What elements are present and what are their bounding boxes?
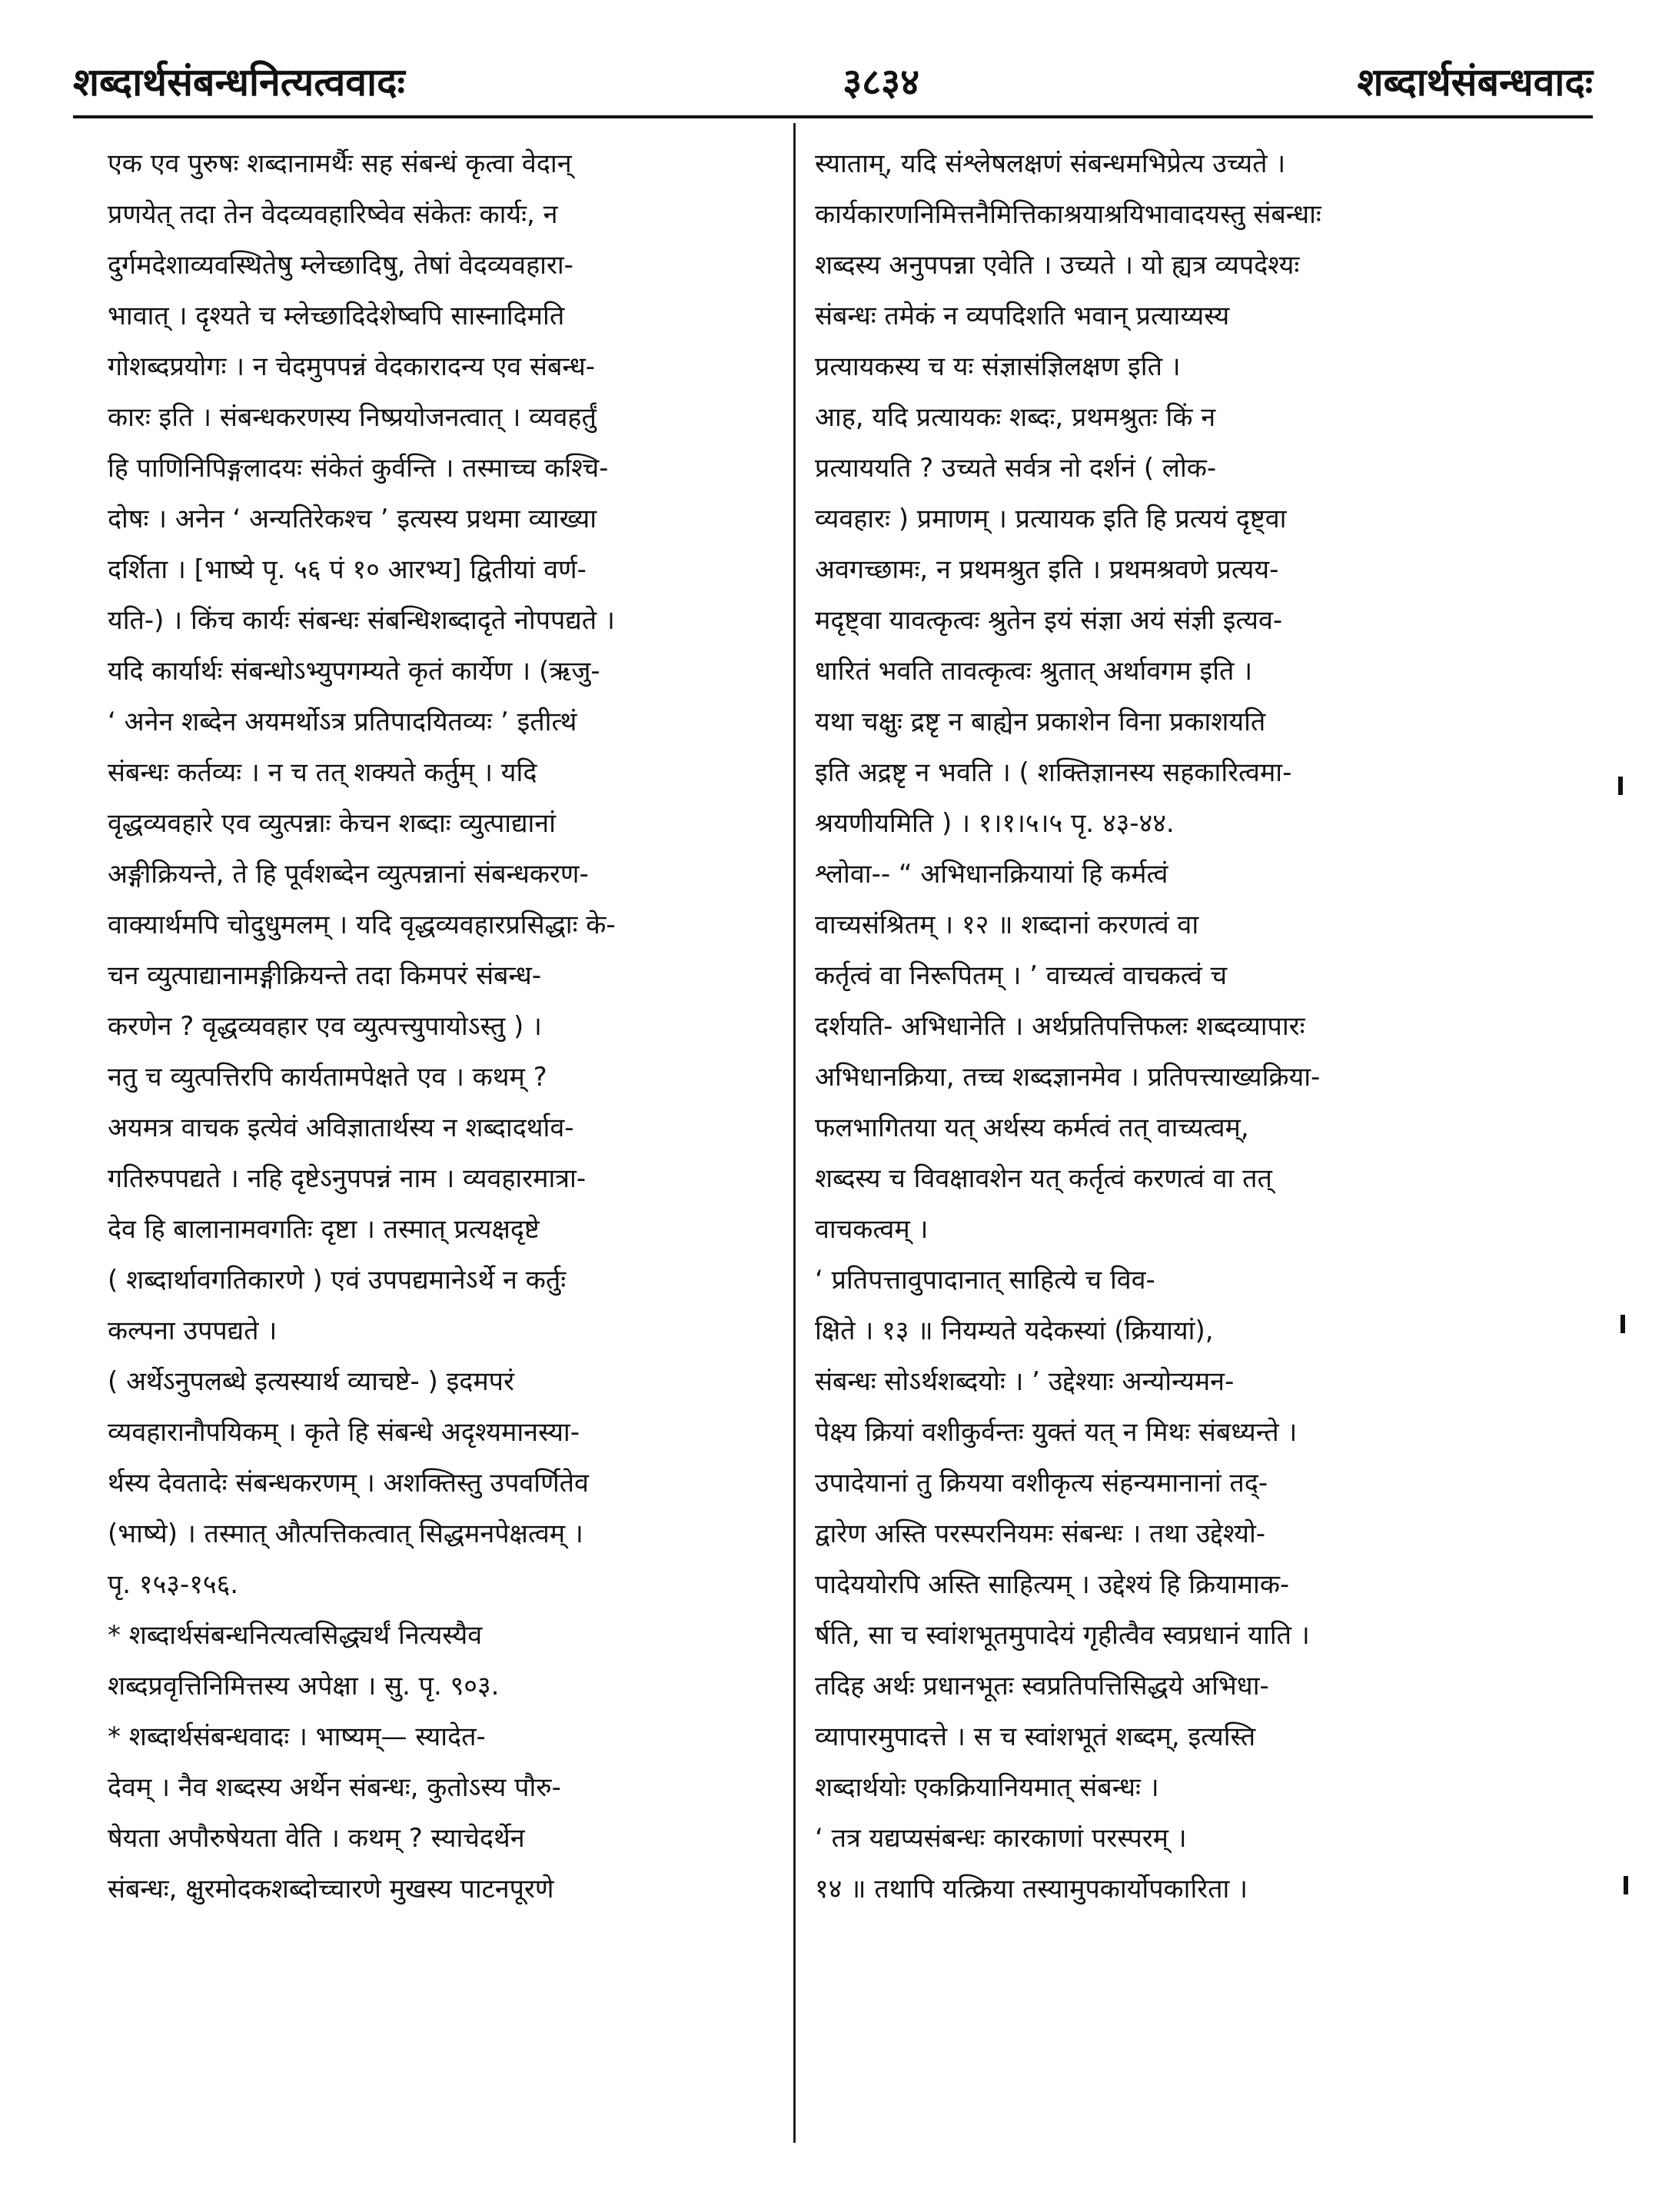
text-line: द्वारेण अस्ति परस्परनियमः संबन्धः । तथा उद्देश्यो- — [815, 1518, 1266, 1549]
text-line: शब्दार्थयोः एकक्रियानियमात् संबन्धः । — [815, 1772, 1159, 1803]
text-line: देव हि बालानामवगतिः दृष्टा । तस्मात् प्रत्यक्षदृष्टे — [108, 1214, 540, 1245]
text-line: पृ. १५३-१५६. — [108, 1569, 239, 1600]
text-line: देवम् । नैव शब्दस्य अर्थेन संबन्धः, कुतोऽस्य पौरु- — [108, 1772, 561, 1803]
text-line: क्षिते । १३ ॥ नियम्यते यदेकस्यां (क्रियायां), — [815, 1316, 1214, 1346]
text-line: षेयता अपौरुषेयता वेति । कथम् ? स्याचेदर्थेन — [108, 1823, 525, 1854]
right-column — [815, 138, 1476, 1914]
text-line: हि पाणिनिपिङ्गलादयः संकेतं कुर्वन्ति । तस्माच्च कश्चि- — [108, 453, 609, 484]
text-line: कारः इति । संबन्धकरणस्य निष्प्रयोजनत्वात् । व्यवहर्तुं — [108, 402, 597, 433]
text-line: अङ्गीक्रियन्ते, ते हि पूर्वशब्देन व्युत्पन्नानां संबन्धकरण- — [108, 859, 589, 890]
margin-mark — [1620, 1315, 1625, 1333]
text-line: ( शब्दार्थावगतिकारणे ) एवं उपपद्यमानेऽर्थे न कर्तुः — [108, 1265, 567, 1296]
text-line: प्रत्याययति ? उच्यते सर्वत्र नो दर्शनं ( लोक- — [815, 453, 1217, 484]
text-line: श्लोवा-- “ अभिधानक्रियायां हि कर्मत्वं — [815, 859, 1168, 890]
text-line: ‘ अनेन शब्देन अयमर्थोऽत्र प्रतिपादयितव्यः ’ इतीत्थं — [108, 707, 577, 737]
header-rule — [73, 115, 1593, 118]
text-line: यथा चक्षुः द्रष्टृ न बाह्येन प्रकाशेन विना प्रकाशयति — [815, 707, 1266, 737]
margin-mark — [1618, 777, 1623, 795]
text-line: व्यापारमुपादत्ते । स च स्वांशभूतं शब्दम्, इत्यस्ति — [815, 1721, 1256, 1752]
text-line: गोशब्दप्रयोगः । न चेदमुपपन्नं वेदकारादन्य एव संबन्ध- — [108, 351, 595, 382]
text-line: कर्तृत्वं वा निरूपितम् । ’ वाच्यत्वं वाचकत्वं च — [815, 960, 1228, 991]
text-line: संबन्धः, क्षुरमोदकशब्दोच्चारणे मुखस्य पाटनपूरणे — [108, 1874, 554, 1904]
text-line: इति अद्रष्टृ न भवति । ( शक्तिज्ञानस्य सहकारित्वमा- — [815, 757, 1292, 788]
text-line: पादेययोरपि अस्ति साहित्यम् । उद्देश्यं हि क्रियामाक- — [815, 1569, 1290, 1600]
text-line: फलभागितया यत् अर्थस्य कर्मत्वं तत् वाच्यत्वम्, — [815, 1113, 1249, 1143]
text-line: श्रयणीयमिति ) । १।१।५।५ पृ. ४३-४४. — [815, 808, 1175, 839]
text-line: (भाष्ये) । तस्मात् औत्पत्तिकत्वात् सिद्धमनपेक्षत्वम् । — [108, 1518, 583, 1549]
text-line: र्षति, सा च स्वांशभूतमुपादेयं गृहीत्वैव स्वप्रधानं याति । — [815, 1620, 1310, 1651]
text-line: शब्दस्य च विवक्षावशेन यत् कर्तृत्वं करणत्वं वा तत् — [815, 1163, 1272, 1194]
text-line: व्यवहारः ) प्रमाणम् । प्रत्यायक इति हि प्रत्ययं दृष्ट्वा — [815, 504, 1287, 534]
text-line: दुर्गमदेशाव्यवस्थितेषु म्लेच्छादिषु, तेषां वेदव्यवहारा- — [108, 250, 573, 281]
column-divider — [793, 123, 796, 2143]
text-line: वृद्धव्यवहारे एव व्युत्पन्नाः केचन शब्दाः व्युत्पाद्यानां — [108, 808, 556, 839]
text-line: ‘ प्रतिपत्तावुपादानात् साहित्ये च विव- — [815, 1265, 1155, 1296]
text-line: शब्दस्य अनुपपन्ना एवेति । उच्यते । यो ह्यत्र व्यपदेश्यः — [815, 250, 1300, 281]
text-line: वाच्यसंश्रितम् । १२ ॥ शब्दानां करणत्वं वा — [815, 910, 1199, 940]
header-left-title: शब्दार्थसंबन्धनित्यत्ववादः — [73, 60, 405, 105]
text-line: वाक्यार्थमपि चोदुधुमलम् । यदि वृद्धव्यवहारप्रसिद्धाः के- — [108, 910, 616, 940]
text-line: र्थस्य देवतादेः संबन्धकरणम् । अशक्तिस्तु उपवर्णितेव — [108, 1468, 589, 1499]
text-line: करणेन ? वृद्धव्यवहार एव व्युत्पत्त्युपायोऽस्तु ) । — [108, 1011, 542, 1042]
text-line: चन व्युत्पाद्यानामङ्गीक्रियन्ते तदा किमपरं संबन्ध- — [108, 960, 542, 991]
text-line: संबन्धः सोऽर्थशब्दयोः । ’ उद्देश्याः अन्योन्यमन- — [815, 1366, 1235, 1397]
header-right-title: शब्दार्थसंबन्धवादः — [1357, 60, 1593, 105]
text-line: कार्यकारणनिमित्तनैमित्तिकाश्रयाश्रयिभावादयस्तु संबन्धाः — [815, 199, 1321, 230]
text-line: दोषः । अनेन ‘ अन्यतिरेकश्च ’ इत्यस्य प्रथमा व्याख्या — [108, 504, 597, 534]
text-line: धारितं भवति तावत्कृत्वः श्रुतात् अर्थावगम इति । — [815, 656, 1253, 687]
text-line: अवगच्छामः, न प्रथमश्रुत इति । प्रथमश्रवणे प्रत्यय- — [815, 554, 1279, 585]
text-line: आह, यदि प्रत्यायकः शब्दः, प्रथमश्रुतः किं न — [815, 402, 1216, 433]
text-line: संबन्धः तमेकं न व्यपदिशति भवान् प्रत्याय्यस्य — [815, 301, 1230, 331]
text-line: गतिरुपपद्यते । नहि दृष्टेऽनुपपन्नं नाम । व्यवहारमात्रा- — [108, 1163, 587, 1194]
margin-mark — [1624, 1876, 1628, 1894]
text-line: यदि कार्यार्थः संबन्धोऽभ्युपगम्यते कृतं कार्येण । (ऋजु- — [108, 656, 600, 687]
text-line: उपादेयानां तु क्रियया वशीकृत्य संहन्यमानानां तद्- — [815, 1468, 1268, 1499]
text-line: नतु च व्युत्पत्तिरपि कार्यतामपेक्षते एव । कथम् ? — [108, 1062, 547, 1093]
text-line: ‘ तत्र यद्यप्यसंबन्धः कारकाणां परस्परम् । — [815, 1823, 1187, 1854]
text-line: भावात् । दृश्यते च म्लेच्छादिदेशेष्वपि सास्नादिमति — [108, 301, 565, 331]
text-line: अयमत्र वाचक इत्येवं अविज्ञातार्थस्य न शब्दादर्थाव- — [108, 1113, 574, 1143]
text-line: एक एव पुरुषः शब्दानामर्थैः सह संबन्धं कृत्वा वेदान् — [108, 148, 572, 179]
text-line: स्याताम्, यदि संश्लेषलक्षणं संबन्धमभिप्रेत्य उच्यते । — [815, 148, 1286, 179]
page-number: ३८३४ — [843, 60, 920, 104]
text-line: १४ ॥ तथापि यत्क्रिया तस्यामुपकार्योपकारिता । — [815, 1874, 1248, 1904]
text-line: वाचकत्वम् । — [815, 1214, 929, 1245]
text-line: ( अर्थेऽनुपलब्धे इत्यस्यार्थ व्याचष्टे- ) इदमपरं — [108, 1366, 514, 1397]
text-line: प्रत्यायकस्य च यः संज्ञासंज्ञिलक्षण इति । — [815, 351, 1181, 382]
text-line: व्यवहारानौपयिकम् । कृते हि संबन्धे अदृश्यमानस्या- — [108, 1417, 580, 1448]
text-line: * शब्दार्थसंबन्धवादः । भाष्यम्— स्यादेत- — [108, 1721, 486, 1752]
text-line: प्रणयेत् तदा तेन वेदव्यवहारिष्वेव संकेतः कार्यः, न — [108, 199, 558, 230]
text-line: मदृष्ट्वा यावत्कृत्वः श्रुतेन इयं संज्ञा अयं संज्ञी इत्यव- — [815, 605, 1283, 636]
text-line: संबन्धः कर्तव्यः । न च तत् शक्यते कर्तुम् । यदि — [108, 757, 537, 788]
text-line: पेक्ष्य क्रियां वशीकुर्वन्तः युक्तं यत् न मिथः संबध्यन्ते । — [815, 1417, 1298, 1448]
left-column — [108, 138, 784, 1914]
text-line: * शब्दार्थसंबन्धनित्यत्वसिद्ध्यर्थं नित्यस्यैव — [108, 1620, 483, 1651]
text-line: अभिधानक्रिया, तच्च शब्दज्ञानमेव । प्रतिपत्त्याख्यक्रिया- — [815, 1062, 1321, 1093]
text-line: दर्शिता । [भाष्ये पृ. ५६ पं १० आरभ्य] द्वितीयां वर्ण- — [108, 554, 587, 585]
text-line: यति-) । किंच कार्यः संबन्धः संबन्धिशब्दादृते नोपपद्यते । — [108, 605, 615, 636]
text-line: तदिह अर्थः प्रधानभूतः स्वप्रतिपत्तिसिद्धये अभिधा- — [815, 1671, 1269, 1701]
text-line: शब्दप्रवृत्तिनिमित्तस्य अपेक्षा । सु. पृ. ९०३. — [108, 1671, 500, 1701]
text-line: कल्पना उपपद्यते । — [108, 1316, 278, 1346]
page-header — [73, 46, 1593, 115]
text-line: दर्शयति- अभिधानेति । अर्थप्रतिपत्तिफलः शब्दव्यापारः — [815, 1011, 1305, 1042]
